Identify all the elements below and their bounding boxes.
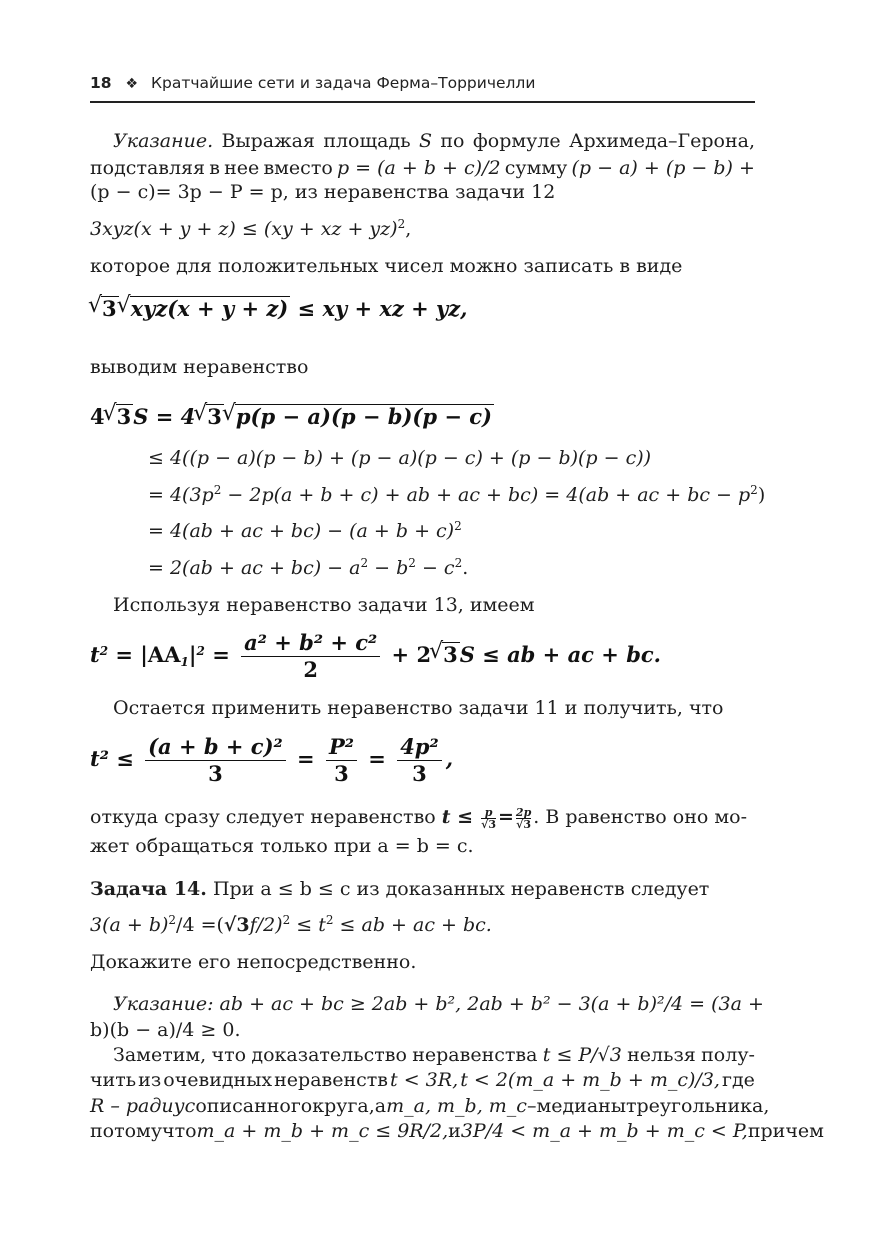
word: подставляя — [90, 157, 206, 179]
whence-line-2: жет обращаться только при a = b = c. — [90, 835, 474, 857]
t-squared-bound: t² ≤ $\frac{\text{(a + b + c)²}}{3}$ = $\frac{\text{P²}}{3}$ = $\frac{\text{4p²}}{3}$ , — [90, 734, 453, 786]
word: нее — [224, 157, 260, 179]
formula: (p − a) + (p − b) + — [571, 157, 755, 179]
hint-14-line-1: Указание: ab + ac + bc ≥ 2ab + b², 2ab + b² − 3(a + b)²/4 = (3a + — [113, 993, 764, 1015]
page-number: 18 — [90, 74, 112, 92]
closing-line-3: R – радиус описанного круга, а m_a, m_b, m_c – медианы треугольника, — [90, 1095, 770, 1117]
text-remains: Остается применить неравенство задачи 11 и получить, что — [113, 697, 724, 719]
closing-line-1: Заметим, что доказательство неравенства t ≤ P/√3 нельзя полу- — [113, 1044, 755, 1066]
ornament-icon: ❖ — [125, 76, 139, 92]
hint-14-label: Указание — [113, 993, 208, 1015]
text-derive: выводим неравенство — [90, 356, 309, 378]
derivation-line-2: ≤ 4((p − a)(p − b) + (p − a)(p − c) + (p − b)(p − c)) — [148, 447, 652, 469]
t-squared-equation: $t^2 = |AA_1|^2$ = $\frac{\text{a² + b² + c²}}{2}$ + 2√ 3S ≤ ab + ac + bc. — [90, 630, 755, 683]
header-rule — [90, 101, 755, 103]
whence-line-1: откуда сразу следует неравенство t ≤ $\frac{p}{√3}$ = $\frac{2p}{√3}$ . В равенство оно мо- — [90, 805, 748, 831]
derivation-line-4: = 4(ab + ac + $bc) - (a + b + c)^2$ — [148, 519, 462, 542]
hint-line-1 — [113, 127, 755, 155]
task-14-formula: $3(a + b)^2/4 =(√3f/2)^2 \le t^2$ ≤ ab + ac + bc. — [90, 913, 492, 936]
word: площадь — [323, 130, 411, 152]
text-positive-numbers: которое для положительных чисел можно записать в виде — [90, 255, 683, 277]
task-14-prove: Докажите его непосредственно. — [90, 951, 417, 973]
formula: p = (a + b + c)/2 — [336, 157, 501, 179]
task-14-statement: Задача 14. При a ≤ b ≤ c из доказанных неравенств следует — [90, 878, 710, 900]
derivation-line-5: = 2(ab + ac + $bc) - a^2 - b^2 - c^2$. — [148, 556, 469, 579]
derivation-line-1: 4√ 3S = 4√ 3√ p(p − a)(p − b)(p − c) — [90, 404, 755, 429]
text-using-13: Используя неравенство задачи 13, имеем — [113, 594, 535, 616]
word: вместо — [263, 157, 333, 179]
word: сумму — [504, 157, 568, 179]
word: формуле — [472, 130, 561, 152]
hint-14-line-2: b)(b − a)/4 ≥ 0. — [90, 1019, 241, 1041]
inequality-problem-12: 3xyz(x + y + z) ≤ (xy + xz + yz)$^2$, — [90, 217, 412, 240]
chapter-title: Кратчайшие сети и задача Ферма–Торричелли — [151, 74, 536, 92]
word: по — [440, 130, 465, 152]
running-head — [90, 74, 755, 100]
closing-line-4: потому что m_a + m_b + m_c ≤ 9R/2, и 3P/4 < m_a + m_b + m_c < P, причем — [90, 1120, 824, 1142]
word: Выражая — [221, 130, 315, 152]
task-14-label: Задача 14. — [90, 878, 207, 900]
hint-label: Указание. — [113, 130, 214, 152]
word: Архимеда–Герона, — [569, 130, 755, 152]
hint-line-3: (p − c)= 3p − P = p, из неравенства задачи 12 — [90, 181, 556, 203]
sqrt-inequality: √ 3√ xyz(x + y + z) ≤ xy + xz + yz, — [90, 296, 755, 321]
word: S — [418, 130, 432, 152]
word: в — [209, 157, 220, 179]
derivation-line-3: = $4(3p^2 - 2p(a + b + c)$ + ab + ac + bc) = 4(ab + ac + bc − $p^2$) — [148, 483, 766, 506]
closing-line-2: чить из очевидных неравенств t < 3R, t < 2(m_a + m_b + m_c)/3, где — [90, 1069, 755, 1091]
